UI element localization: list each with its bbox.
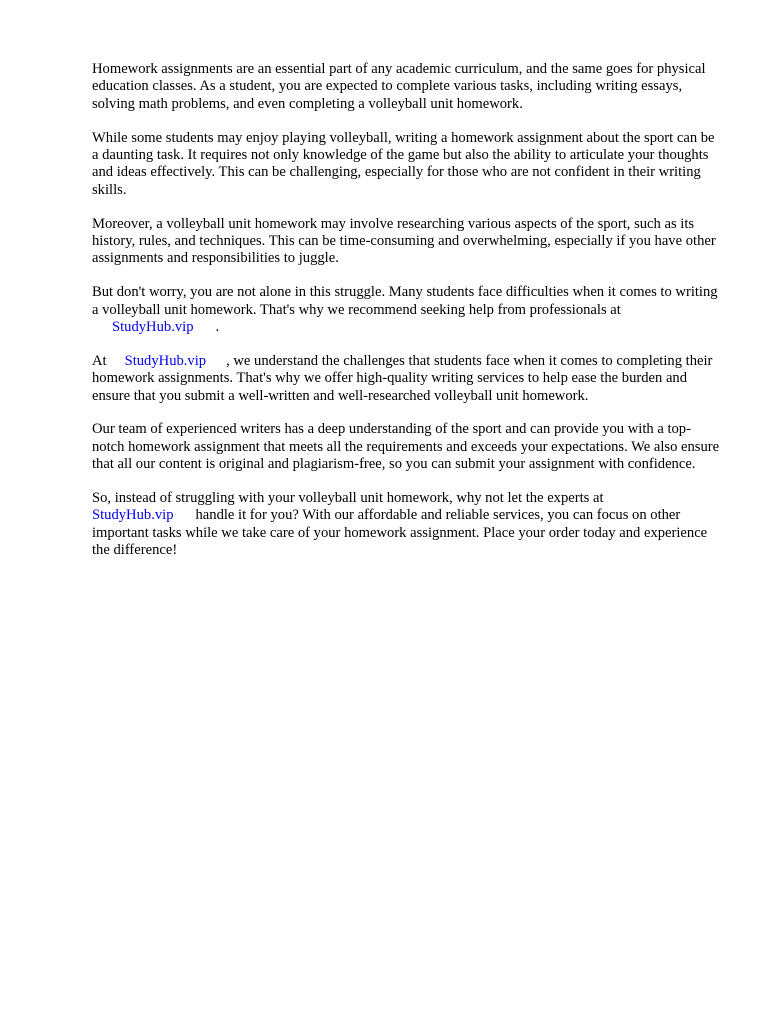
paragraph-services-text: , we understand the challenges that students face when it comes to completing their homework assignments. That's why we offer high-quality writing services to help ease the burden and ensure that you submit a well-written and well-researched volleyball unit homework. — [92, 352, 713, 404]
studyhub-link[interactable]: StudyHub.vip — [92, 507, 174, 524]
paragraph-team: Our team of experienced writers has a deep understanding of the sport and can provide you with a top-notch homework assignment that meets all the requirements and exceeds your expectations. We also ensure that all our content is original and plagiarism-free, so you can submit your assignment with confidence. — [92, 421, 720, 473]
paragraph-closing — [92, 490, 722, 560]
studyhub-link[interactable]: StudyHub.vip — [124, 352, 207, 369]
paragraph-research: Moreover, a volleyball unit homework may involve researching various aspects of the sport, such as its history, rules, and techniques. This can be time-consuming and overwhelming, especially if you have other assignments and responsibilities to juggle. — [92, 215, 716, 267]
paragraph-closing-end: handle it for you? With our affordable and reliable services, you can focus on other important tasks while we take care of your homework assignment. Place your order today and experience the difference! — [92, 507, 708, 559]
paragraph-recommendation-text: But don't worry, you are not alone in this struggle. Many students face difficulties when it comes to writing a volleyball unit homework. That's why we recommend seeking help from professionals at — [92, 284, 718, 318]
paragraph-intro: Homework assignments are an essential part of any academic curriculum, and the same goes for physical education classes. As a student, you are expected to complete various tasks, including writing essays, solving math problems, and even completing a volleyball unit homework. — [92, 61, 706, 112]
period-text: . — [215, 319, 220, 336]
paragraph-closing-text: So, instead of struggling with your volleyball unit homework, why not let the experts at — [92, 490, 604, 507]
paragraph-services — [92, 353, 722, 405]
paragraph-services-start: At — [92, 352, 107, 369]
paragraph-challenge: While some students may enjoy playing volleyball, writing a homework assignment about the sport can be a daunting task. It requires not only knowledge of the game but also the ability to articulate your thoughts and ideas effectively. This can be challenging, especially for those who are not confident in their writing skills. — [92, 129, 715, 198]
studyhub-link[interactable]: StudyHub.vip — [112, 319, 194, 336]
paragraph-recommendation — [92, 284, 722, 336]
document-body — [92, 61, 722, 576]
